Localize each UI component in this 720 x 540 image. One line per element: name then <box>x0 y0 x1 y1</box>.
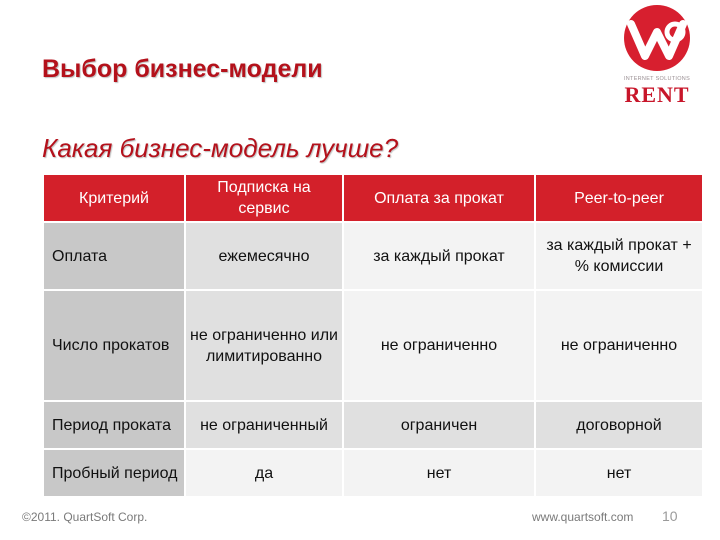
table-cell: нет <box>536 450 702 496</box>
company-logo <box>613 4 713 108</box>
slide-title: Выбор бизнес-модели <box>42 55 323 83</box>
table-header-row <box>44 175 702 221</box>
table-cell: за каждый прокат + % комиссии <box>536 223 702 289</box>
footer-copyright: ©2011. QuartSoft Corp. <box>22 510 148 524</box>
table-row <box>44 223 702 289</box>
comparison-table <box>42 173 704 498</box>
header-peer-to-peer: Peer-to-peer <box>536 175 702 221</box>
table-cell: за каждый прокат <box>344 223 534 289</box>
table-cell: да <box>186 450 342 496</box>
page-number: 10 <box>662 508 678 524</box>
header-criterion: Критерий <box>44 175 184 221</box>
logo-brand: RENT <box>624 82 690 107</box>
logo-emblem-icon <box>613 4 701 76</box>
row-criterion: Период проката <box>44 402 184 448</box>
table-row <box>44 402 702 448</box>
table-cell: не ограниченно <box>344 291 534 400</box>
table-row <box>44 450 702 496</box>
logo-tagline: INTERNET SOLUTIONS <box>623 76 691 82</box>
table-cell: не ограниченно <box>536 291 702 400</box>
footer-website-link[interactable]: www.quartsoft.com <box>532 510 634 524</box>
table-cell: не ограниченный <box>186 402 342 448</box>
row-criterion: Пробный период <box>44 450 184 496</box>
slide-subtitle: Какая бизнес-модель лучше? <box>42 133 399 163</box>
row-criterion: Число прокатов <box>44 291 184 400</box>
header-pay-per-rent: Оплата за прокат <box>344 175 534 221</box>
table-cell: нет <box>344 450 534 496</box>
table-cell: не ограниченно или лимитированно <box>186 291 342 400</box>
row-criterion: Оплата <box>44 223 184 289</box>
table-cell: ежемесячно <box>186 223 342 289</box>
table-cell: ограничен <box>344 402 534 448</box>
table-cell: договорной <box>536 402 702 448</box>
header-subscription: Подписка на сервис <box>186 175 342 221</box>
table-row <box>44 291 702 400</box>
